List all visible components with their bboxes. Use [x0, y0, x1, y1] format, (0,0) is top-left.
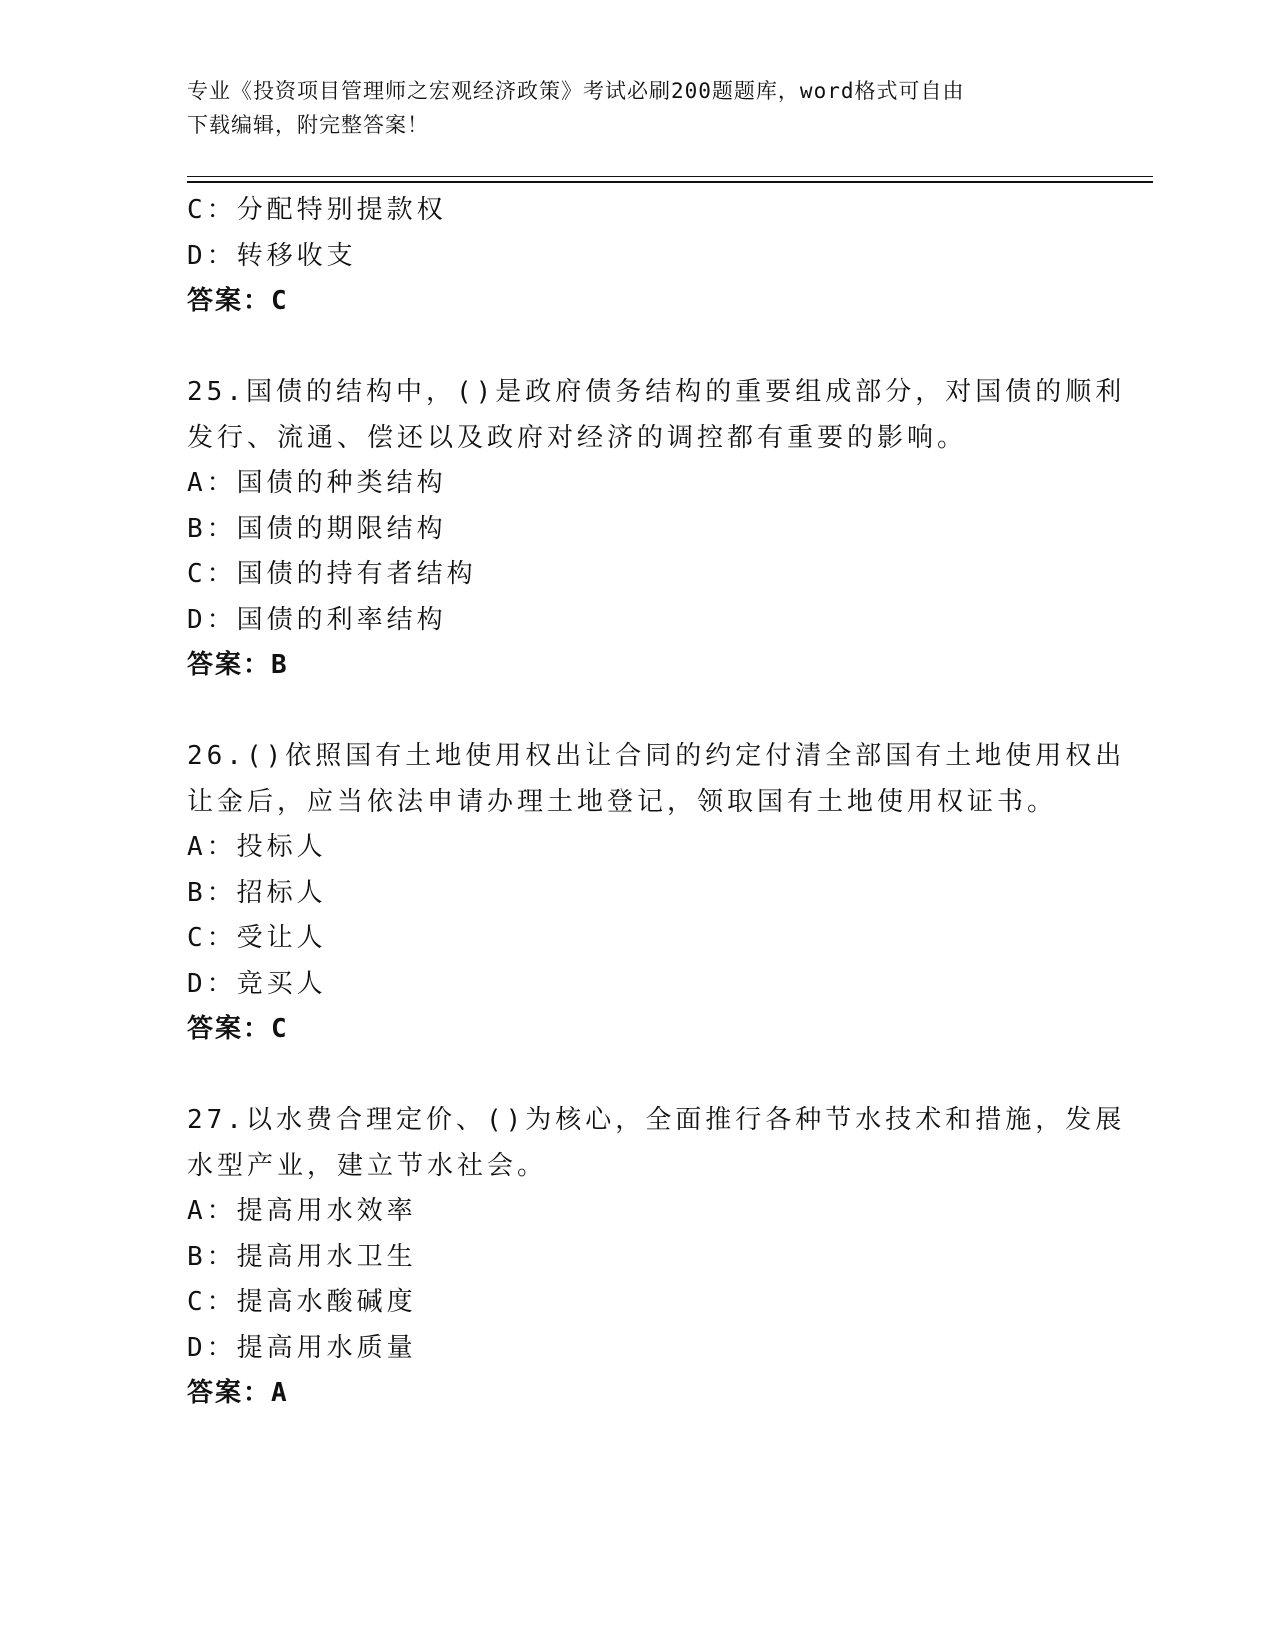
- option-b: B：提高用水卫生: [187, 1241, 417, 1272]
- header-line-2: 下载编辑，附完整答案！: [187, 113, 429, 137]
- question-text-line-1: 26.()依照国有土地使用权出让合同的约定付清全部国有土地使用权出: [187, 741, 1126, 771]
- option-c: C：提高水酸碱度: [187, 1287, 417, 1317]
- option-a: A：国债的种类结构: [187, 468, 447, 498]
- question-block-prev: [187, 188, 1087, 325]
- spacer: [187, 325, 1087, 371]
- option-d: D：国债的利率结构: [187, 604, 447, 635]
- option-d: D：提高用水质量: [187, 1332, 417, 1363]
- answer: 答案：C: [187, 286, 289, 316]
- answer: 答案：B: [187, 650, 289, 680]
- option-a: A：提高用水效率: [187, 1196, 417, 1226]
- question-text-line-2: 水型产业，建立节水社会。: [187, 1150, 548, 1181]
- question-text-line-1: 25.国债的结构中，()是政府债务结构的重要组成部分，对国债的顺利: [187, 377, 1126, 407]
- option-d: D：转移收支: [187, 240, 357, 271]
- answer: 答案：C: [187, 1014, 289, 1044]
- question-list: [187, 188, 1126, 1417]
- option-d: D：竞买人: [187, 968, 327, 999]
- question-block-27: [187, 1098, 1126, 1417]
- option-c: C：国债的持有者结构: [187, 559, 477, 589]
- question-block-26: [187, 734, 1126, 1053]
- header-line-1: 专业《投资项目管理师之宏观经济政策》考试必刷200题题库，word格式可自由: [187, 79, 965, 103]
- question-block-25: [187, 370, 1126, 689]
- spacer: [187, 689, 1087, 735]
- option-b: B：招标人: [187, 877, 327, 908]
- question-text-line-2: 让金后，应当依法申请办理土地登记，领取国有土地使用权证书。: [187, 786, 1058, 817]
- option-a: A：投标人: [187, 832, 327, 862]
- header-rule-thick: [187, 181, 1153, 183]
- option-c: C：分配特别提款权: [187, 195, 447, 225]
- question-text-line-2: 发行、流通、偿还以及政府对经济的调控都有重要的影响。: [187, 422, 968, 453]
- option-c: C：受让人: [187, 923, 327, 953]
- option-b: B：国债的期限结构: [187, 513, 447, 544]
- question-text-line-1: 27.以水费合理定价、()为核心，全面推行各种节水技术和措施，发展: [187, 1105, 1126, 1135]
- spacer: [187, 1053, 1087, 1099]
- document-header: [187, 74, 1087, 142]
- answer: 答案：A: [187, 1378, 289, 1408]
- header-rule-thin: [187, 176, 1153, 177]
